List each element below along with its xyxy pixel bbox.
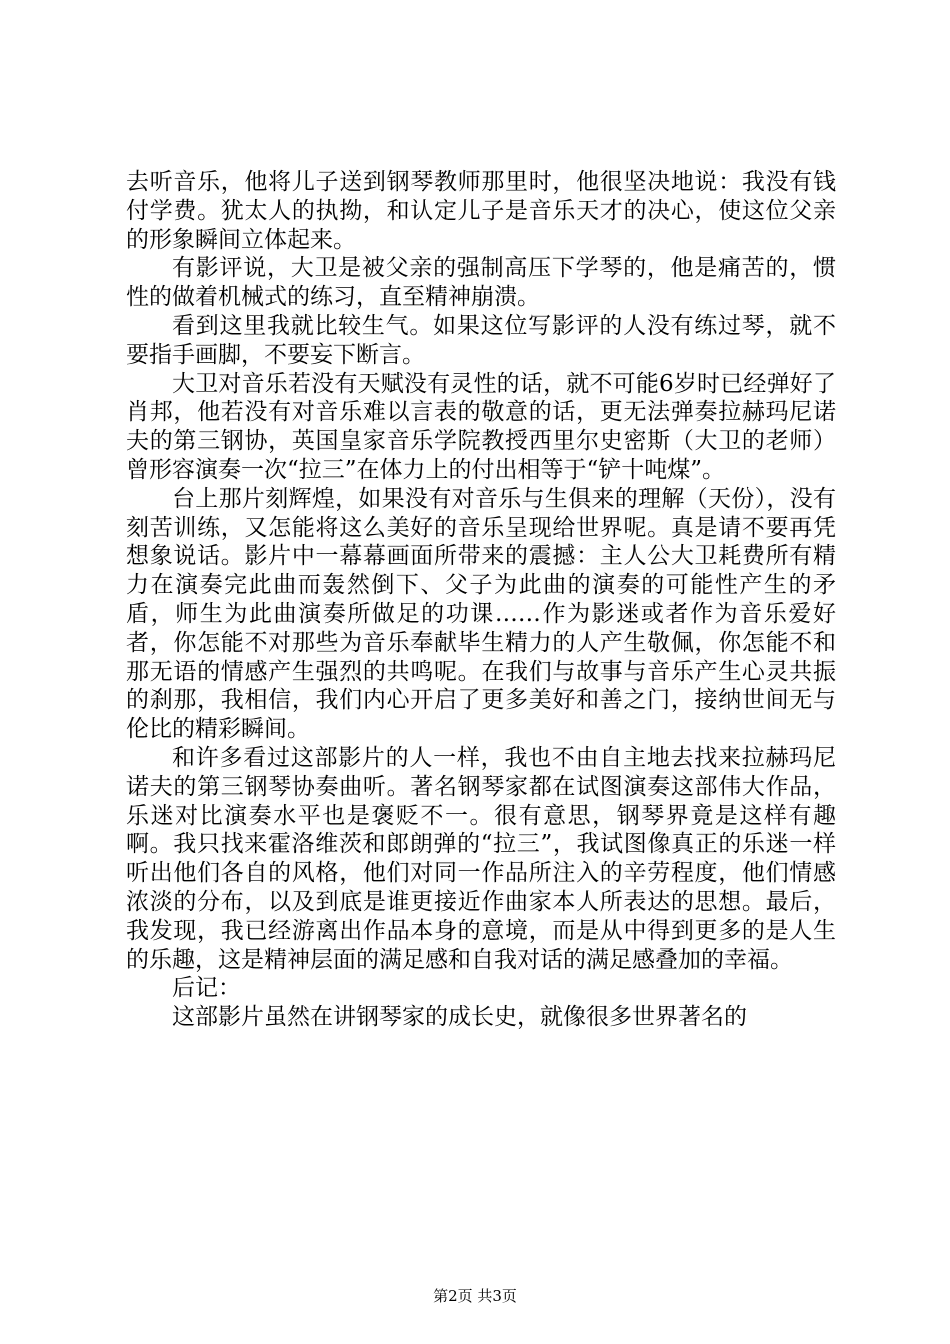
paragraph-1: 去听音乐，他将儿子送到钢琴教师那里时，他很坚决地说：我没有钱付学费。犹太人的执拗，和认定儿子是音乐天才的决心，使这位父亲的形象瞬间立体起来。: [126, 169, 836, 253]
page-footer: [0, 1286, 950, 1306]
page-number: 第2页 共3页: [433, 1287, 517, 1305]
paragraph-5: 台上那片刻辉煌，如果没有对音乐与生俱来的理解（天份），没有刻苦训练，又怎能将这么美好的音乐呈现给世界呢。真是请不要再凭想象说话。影片中一幕幕画面所带来的震撼：主人公大卫耗费所有精力在演奏完此曲而轰然倒下、父子为此曲的演奏的可能性产生的矛盾，师生为此曲演奏所做足的功课……作为影迷或者作为音乐爱好者，你怎能不对那些为音乐奉献毕生精力的人产生敬佩，你怎能不和那无语的情感产生强烈的共鸣呢。在我们与故事与音乐产生心灵共振的刹那，我相信，我们内心开启了更多美好和善之门，接纳世间无与伦比的精彩瞬间。: [126, 485, 836, 743]
paragraph-7-heading: 后记：: [172, 975, 241, 1002]
paragraph-6: 和许多看过这部影片的人一样，我也不由自主地去找来拉赫玛尼诺夫的第三钢琴协奏曲听。著名钢琴家都在试图演奏这部伟大作品，乐迷对比演奏水平也是褒贬不一。很有意思，钢琴界竟是这样有趣啊。我只找来霍洛维茨和郎朗弹的“拉三”，我试图像真正的乐迷一样听出他们各自的风格，他们对同一作品所注入的辛劳程度，他们情感浓淡的分布，以及到底是谁更接近作曲家本人所表达的思想。最后，我发现，我已经游离出作品本身的意境，而是从中得到更多的是人生的乐趣，这是精神层面的满足感和自我对话的满足感叠加的幸福。: [126, 744, 836, 973]
paragraph-3: 看到这里我就比较生气。如果这位写影评的人没有练过琴，就不要指手画脚，不要妄下断言。: [126, 312, 836, 368]
paragraph-2: 有影评说，大卫是被父亲的强制高压下学琴的，他是痛苦的，惯性的做着机械式的练习，直至精神崩溃。: [126, 255, 836, 311]
paragraph-4: 大卫对音乐若没有天赋没有灵性的话，就不可能6岁时已经弹好了肖邦，他若没有对音乐难以言表的敬意的话，更无法弹奏拉赫玛尼诺夫的第三钢协，英国皇家音乐学院教授西里尔史密斯（大卫的老师）曾形容演奏一次“拉三”在体力上的付出相等于“铲十吨煤”。: [126, 370, 836, 483]
document-body: [126, 168, 836, 1032]
paragraph-8: 这部影片虽然在讲钢琴家的成长史，就像很多世界著名的: [172, 1004, 747, 1031]
